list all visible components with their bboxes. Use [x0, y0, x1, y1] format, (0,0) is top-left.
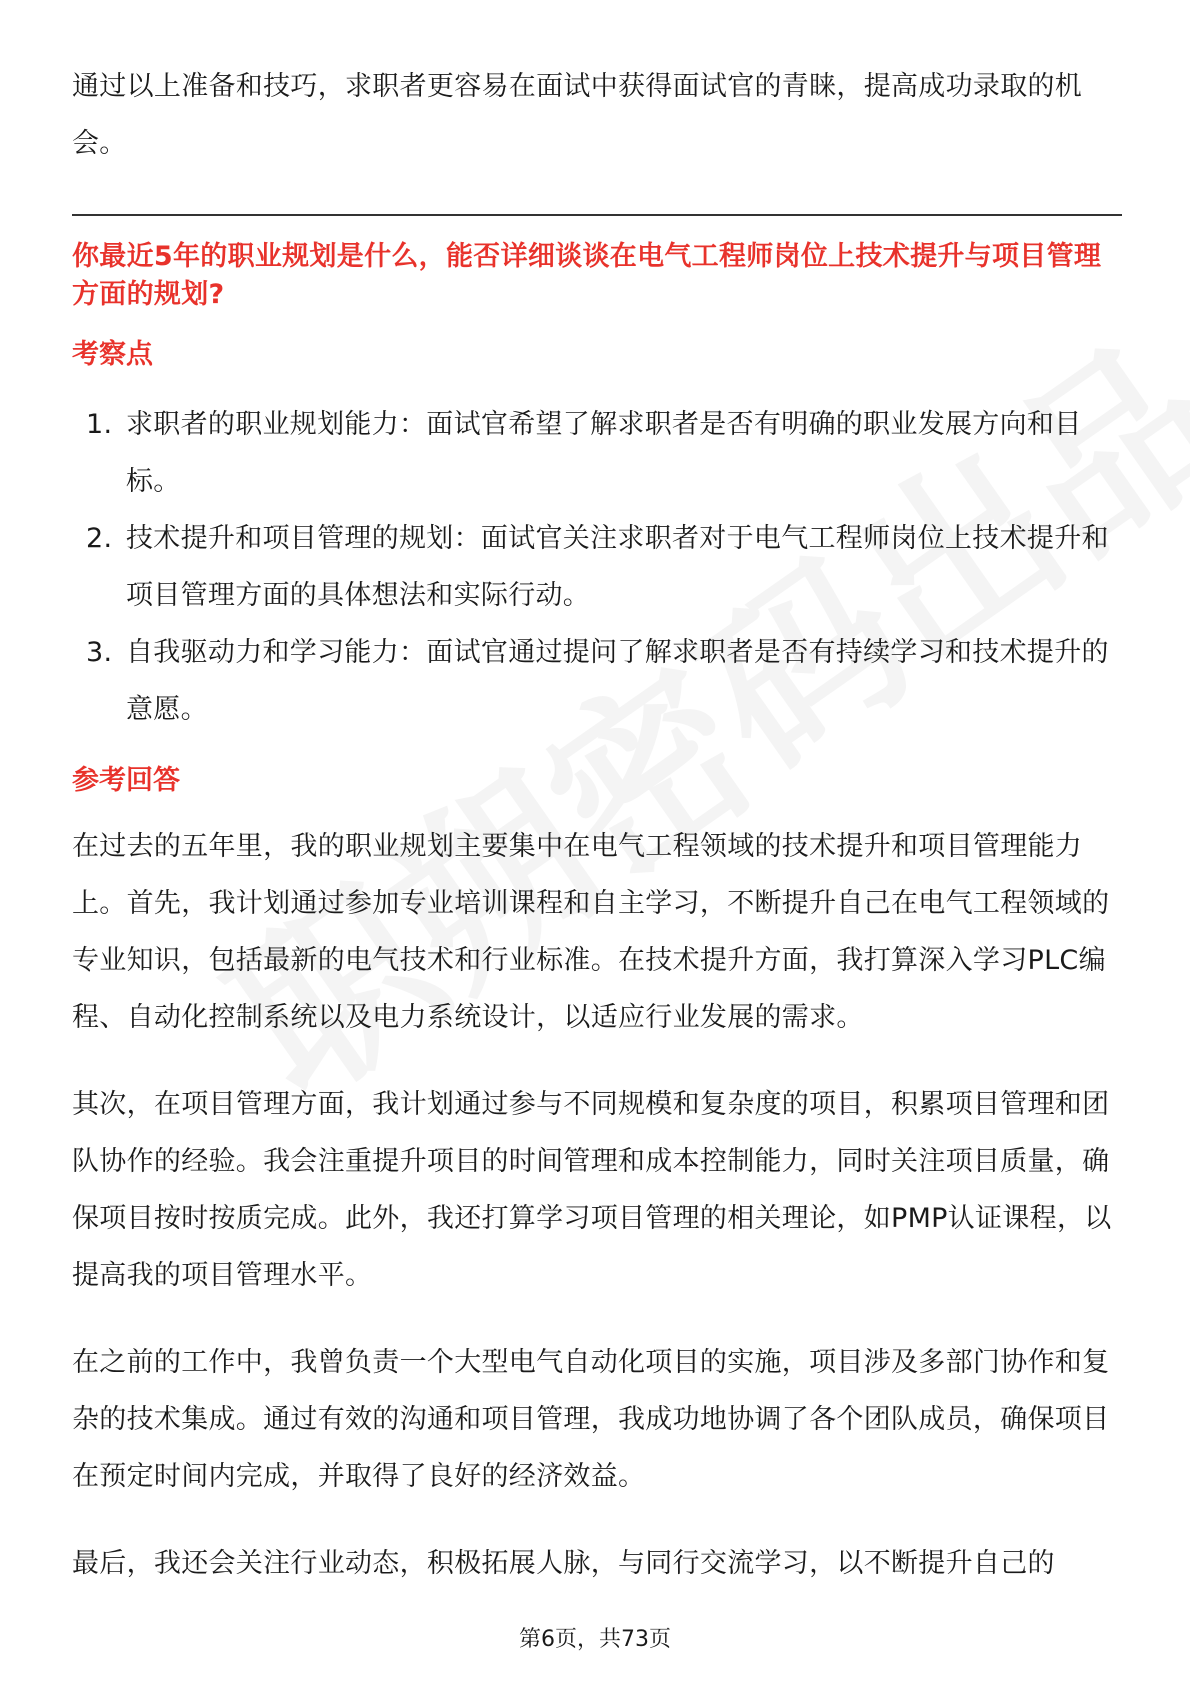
page-footer: 第6页，共73页 — [519, 1627, 671, 1652]
list-item-text: 技术提升和项目管理的规划：面试官关注求职者对于电气工程师岗位上技术提升和项目管理方面的具体想法和实际行动。 — [126, 523, 1109, 611]
reference-heading: 参考回答 — [72, 765, 180, 796]
reference-answer — [72, 818, 1122, 1592]
assessment-list — [72, 396, 1122, 738]
list-item — [72, 396, 1122, 510]
list-item-text: 自我驱动力和学习能力：面试官通过提问了解求职者是否有持续学习和技术提升的意愿。 — [126, 637, 1109, 725]
list-item — [72, 624, 1122, 738]
assessment-heading: 考察点 — [72, 339, 153, 370]
answer-paragraph: 其次，在项目管理方面，我计划通过参与不同规模和复杂度的项目，积累项目管理和团队协作的经验。我会注重提升项目的时间管理和成本控制能力，同时关注项目质量，确保项目按时按质完成。此外，我还打算学习项目管理的相关理论，如PMP认证课程，以提高我的项目管理水平。 — [72, 1089, 1112, 1291]
section-divider — [72, 214, 1122, 216]
list-number: 2. — [86, 523, 113, 554]
question-title: 你最近5年的职业规划是什么，能否详细谈谈在电气工程师岗位上技术提升与项目管理方面的规划? — [72, 241, 1102, 310]
answer-paragraph: 在过去的五年里，我的职业规划主要集中在电气工程领域的技术提升和项目管理能力上。首先，我计划通过参加专业培训课程和自主学习，不断提升自己在电气工程领域的专业知识，包括最新的电气技术和行业标准。在技术提升方面，我打算深入学习PLC编程、自动化控制系统以及电力系统设计，以适应行业发展的需求。 — [72, 831, 1110, 1033]
intro-paragraph: 通过以上准备和技巧，求职者更容易在面试中获得面试官的青睐，提高成功录取的机会。 — [72, 71, 1083, 159]
answer-paragraph: 在之前的工作中，我曾负责一个大型电气自动化项目的实施，项目涉及多部门协作和复杂的技术集成。通过有效的沟通和项目管理，我成功地协调了各个团队成员，确保项目在预定时间内完成，并取得了良好的经济效益。 — [72, 1347, 1110, 1492]
list-item-text: 求职者的职业规划能力：面试官希望了解求职者是否有明确的职业发展方向和目标。 — [126, 409, 1082, 497]
list-number: 1. — [86, 409, 113, 440]
list-item — [72, 510, 1122, 624]
answer-paragraph: 最后，我还会关注行业动态，积极拓展人脉，与同行交流学习，以不断提升自己的 — [72, 1548, 1055, 1579]
list-number: 3. — [86, 637, 113, 668]
page-content — [72, 58, 1122, 1622]
